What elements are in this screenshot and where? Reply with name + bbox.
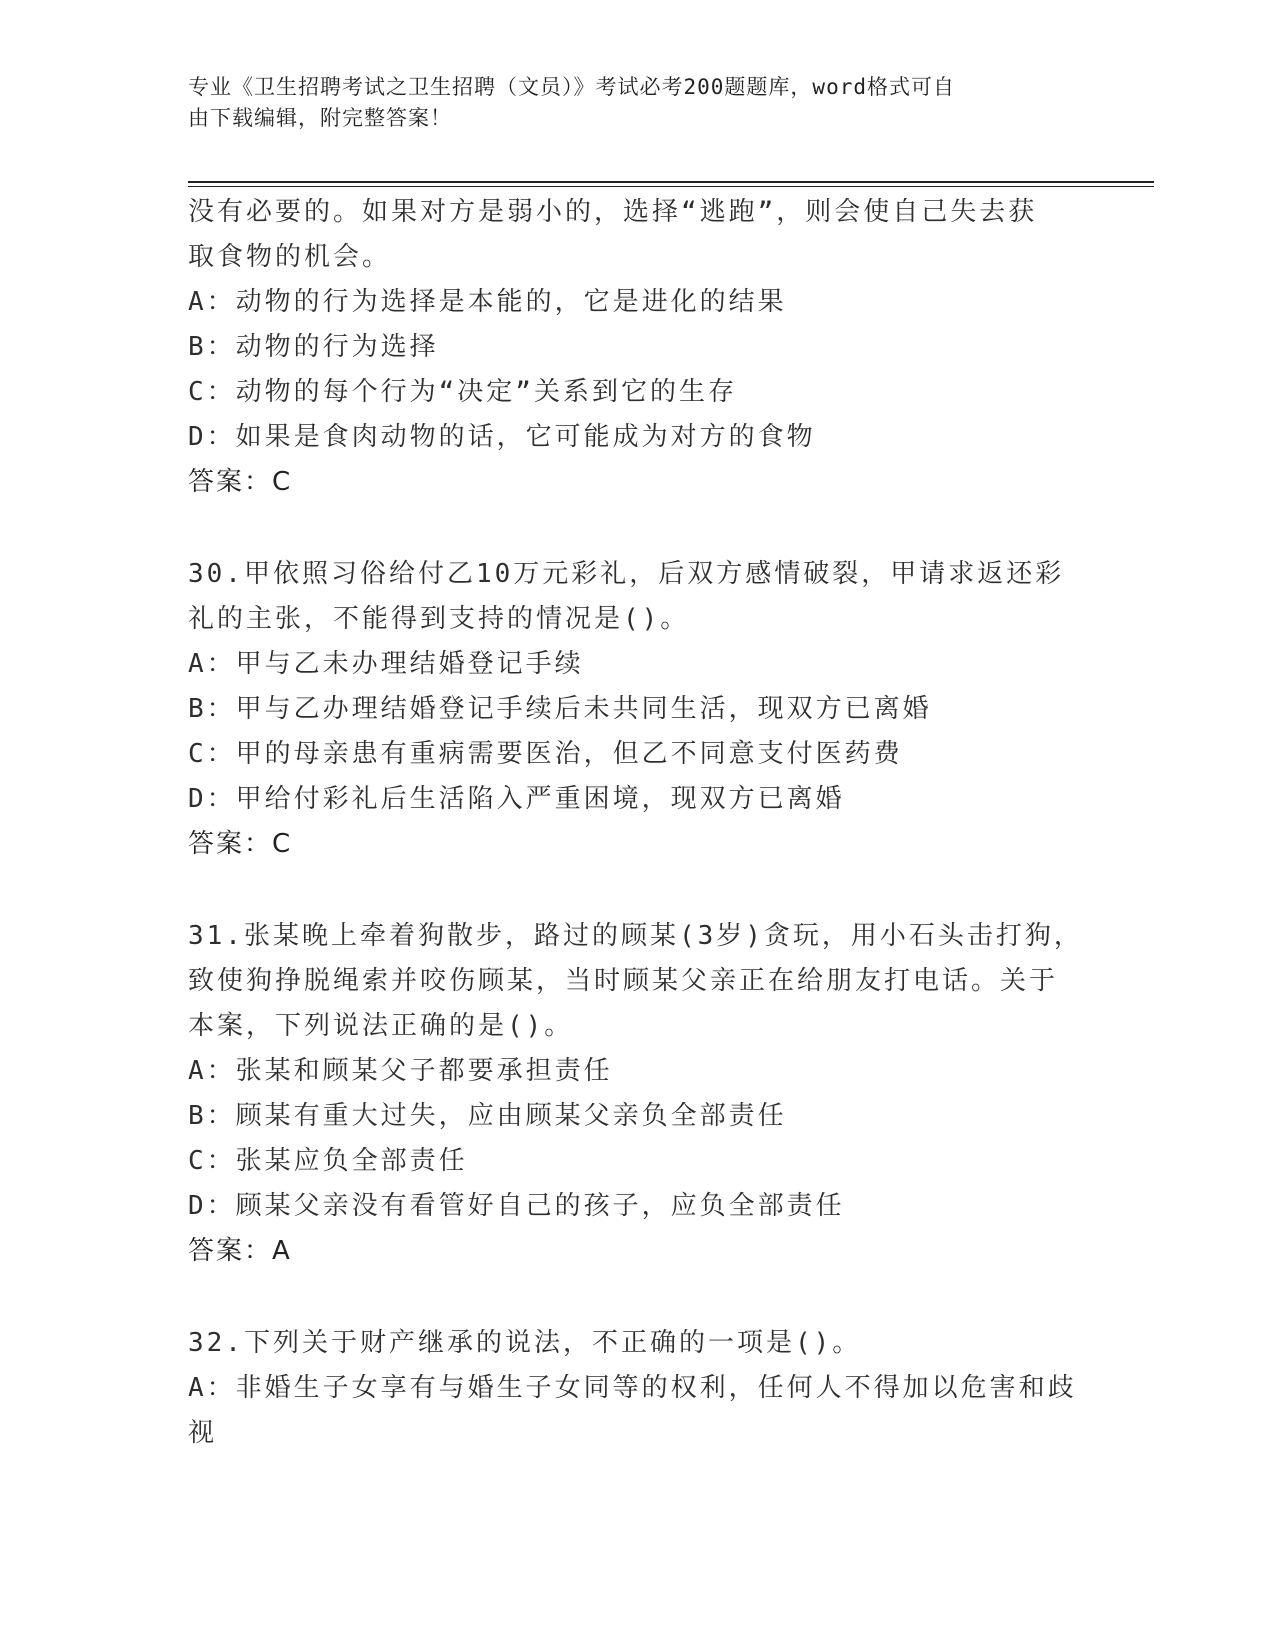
question-stem-line: 本案，下列说法正确的是()。 bbox=[188, 1011, 574, 1041]
spacer bbox=[188, 1274, 1088, 1321]
question-stem-line: 取食物的机会。 bbox=[188, 242, 392, 272]
option-c: C：张某应负全部责任 bbox=[188, 1146, 468, 1176]
question-block-31 bbox=[188, 914, 1088, 1274]
option-a: A：张某和顾某父子都要承担责任 bbox=[188, 1056, 613, 1086]
option-c: C：动物的每个行为“决定”关系到它的生存 bbox=[188, 377, 737, 407]
option-a: A：动物的行为选择是本能的，它是进化的结果 bbox=[188, 287, 787, 317]
header-line-2: 由下载编辑，附完整答案！ bbox=[188, 106, 452, 130]
option-b: B：顾某有重大过失，应由顾某父亲负全部责任 bbox=[188, 1101, 787, 1131]
question-stem-line: 礼的主张，不能得到支持的情况是()。 bbox=[188, 604, 690, 634]
question-block-32 bbox=[188, 1321, 1088, 1456]
option-a: A：非婚生子女享有与婚生子女同等的权利，任何人不得加以危害和歧 bbox=[188, 1373, 1077, 1403]
option-b: B：甲与乙办理结婚登记手续后未共同生活，现双方已离婚 bbox=[188, 694, 932, 724]
question-stem-line: 30.甲依照习俗给付乙10万元彩礼，后双方感情破裂，甲请求返还彩 bbox=[188, 559, 1065, 589]
question-stem-line: 32.下列关于财产继承的说法，不正确的一项是()。 bbox=[188, 1328, 862, 1358]
question-block-30 bbox=[188, 552, 1088, 867]
option-d: D：甲给付彩礼后生活陷入严重困境，现双方已离婚 bbox=[188, 784, 845, 814]
option-c: C：甲的母亲患有重病需要医治，但乙不同意支付医药费 bbox=[188, 739, 903, 769]
header-rule-thin bbox=[188, 186, 1154, 187]
document-header bbox=[188, 72, 1068, 134]
header-line-1: 专业《卫生招聘考试之卫生招聘（文员）》考试必考200题题库，word格式可自 bbox=[188, 75, 955, 99]
question-stem-line: 31.张某晚上牵着狗散步，路过的顾某(3岁)贪玩，用小石头击打狗， bbox=[188, 921, 1083, 951]
answer-line: 答案：A bbox=[188, 1236, 292, 1266]
answer-line: 答案：C bbox=[188, 829, 293, 859]
question-list bbox=[188, 190, 1088, 1456]
option-d: D：顾某父亲没有看管好自己的孩子，应负全部责任 bbox=[188, 1191, 845, 1221]
option-a: A：甲与乙未办理结婚登记手续 bbox=[188, 649, 584, 679]
option-a-continued: 视 bbox=[188, 1418, 218, 1448]
answer-line: 答案：C bbox=[188, 467, 293, 497]
question-block-29 bbox=[188, 190, 1088, 505]
question-stem-line: 没有必要的。如果对方是弱小的，选择“逃跑”，则会使自己失去获 bbox=[188, 197, 1038, 227]
question-stem-line: 致使狗挣脱绳索并咬伤顾某，当时顾某父亲正在给朋友打电话。关于 bbox=[188, 966, 1059, 996]
option-d: D：如果是食肉动物的话，它可能成为对方的食物 bbox=[188, 422, 816, 452]
option-b: B：动物的行为选择 bbox=[188, 332, 439, 362]
header-rule-thick bbox=[188, 181, 1154, 183]
spacer bbox=[188, 505, 1088, 552]
spacer bbox=[188, 867, 1088, 914]
